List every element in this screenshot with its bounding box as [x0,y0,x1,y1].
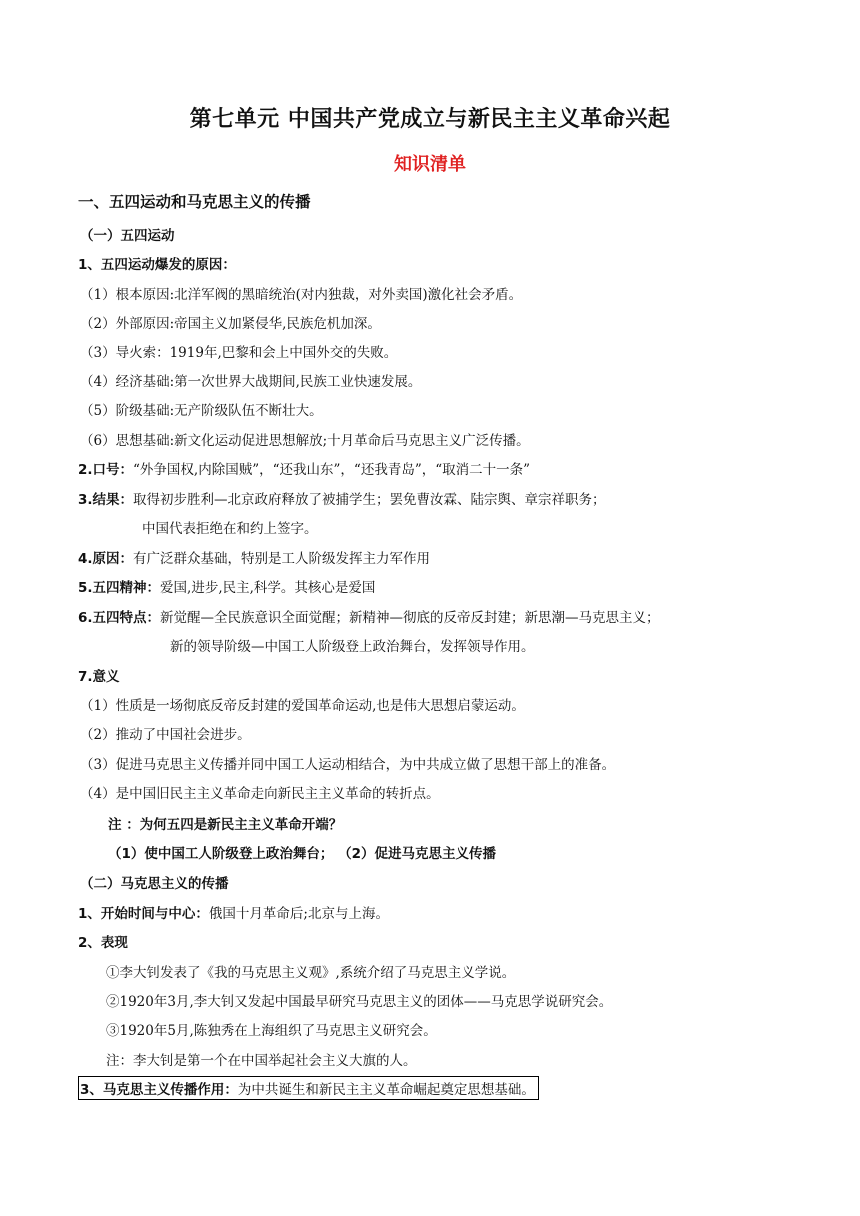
significance-heading: 7.意义 [78,669,120,685]
start-line [78,902,389,922]
causes-heading: 1、五四运动爆发的原因： [78,257,236,273]
result-label: 3.结果： [78,492,134,508]
note-question: 注 ：为何五四是新民主主义革命开端？ [108,817,343,833]
cause-item-1: （1）根本原因:北洋军阀的黑暗统治(对内独裁，对外卖国)激化社会矛盾。 [80,287,523,303]
spirit-text: 爱国,进步,民主,科学。其核心是爱国 [160,580,376,596]
note-answer: （1）使中国工人阶级登上政治舞台； （2）促进马克思主义传播 [108,846,496,862]
spirit-line [78,576,375,596]
cause-item-4: （4）经济基础:第一次世界大战期间,民族工业快速发展。 [80,374,422,390]
start-text: 俄国十月革命后;北京与上海。 [208,906,389,922]
features-line [78,606,660,626]
cause-item-2: （2）外部原因:帝国主义加紧侵华,民族危机加深。 [80,316,381,332]
subsection-heading-2: （二）马克思主义的传播 [80,876,229,892]
page-subtitle: 知识清单 [394,154,466,175]
significance-item-1: （1）性质是一场彻底反帝反封建的爱国革命运动,也是伟大思想启蒙运动。 [80,698,525,714]
slogan-text: “外争国权,内除国贼”，“还我山东”，“还我青岛”，“取消二十一条” [133,462,531,478]
result-continuation: 中国代表拒绝在和约上签字。 [142,521,318,537]
subsection-heading-1: （一）五四运动 [80,228,175,244]
performance-note: 注：李大钊是第一个在中国举起社会主义大旗的人。 [106,1053,417,1069]
spirit-label: 5.五四精神： [78,580,161,596]
reason-text: 有广泛群众基础，特别是工人阶级发挥主力军作用 [133,551,431,567]
significance-item-3: （3）促进马克思主义传播并同中国工人运动相结合，为中共成立做了思想干部上的准备。 [80,757,616,773]
features-label: 6.五四特点： [78,610,161,626]
reason-label: 4.原因： [78,551,134,567]
role-label: 3、马克思主义传播作用： [80,1082,238,1098]
cause-item-5: （5）阶级基础:无产阶级队伍不断壮大。 [80,403,323,419]
page-title: 第七单元 中国共产党成立与新民主主义革命兴起 [189,107,671,132]
slogan-label: 2.口号： [78,462,134,478]
performance-item-1: ①李大钊发表了《我的马克思主义观》,系统介绍了马克思主义学说。 [106,965,516,981]
performance-item-3: ③1920年5月,陈独秀在上海组织了马克思主义研究会。 [106,1023,437,1039]
significance-item-4: （4）是中国旧民主主义革命走向新民主主义革命的转折点。 [80,786,440,802]
result-text: 取得初步胜利—北京政府释放了被捕学生；罢免曹汝霖、陆宗舆、章宗祥职务； [133,492,606,508]
slogan-line [78,458,530,478]
features-text: 新觉醒—全民族意识全面觉醒；新精神—彻底的反帝反封建；新思潮—马克思主义； [160,610,660,626]
role-box [78,1076,539,1100]
start-label: 1、开始时间与中心： [78,906,209,922]
significance-item-2: （2）推动了中国社会进步。 [80,727,251,743]
features-continuation: 新的领导阶级—中国工人阶级登上政治舞台，发挥领导作用。 [170,639,535,655]
cause-item-3: （3）导火索：1919年,巴黎和会上中国外交的失败。 [80,345,398,361]
result-line [78,488,606,508]
section-heading-1: 一、五四运动和马克思主义的传播 [78,193,311,211]
performance-heading: 2、表现 [78,935,128,951]
role-text: 为中共诞生和新民主主义革命崛起奠定思想基础。 [237,1082,535,1098]
performance-item-2: ②1920年3月,李大钊又发起中国最早研究马克思主义的团体——马克思学说研究会。 [106,994,613,1010]
reason-line [78,547,430,567]
cause-item-6: （6）思想基础:新文化运动促进思想解放;十月革命后马克思主义广泛传播。 [80,433,530,449]
